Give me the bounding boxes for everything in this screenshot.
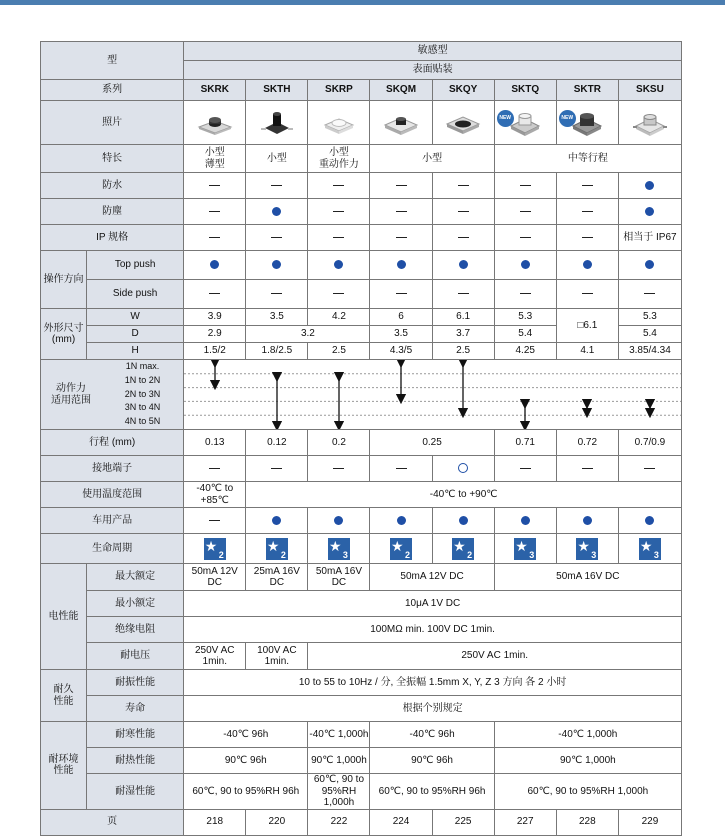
humid: 60℃, 90 to 95%RH 1,000h: [494, 774, 681, 810]
ip-sksu: 相当于 IP67: [618, 225, 681, 251]
series-name: SKTH: [246, 80, 308, 101]
heat: 90℃ 96h: [370, 748, 494, 774]
heat-label: 耐热性能: [87, 748, 184, 774]
d-value: 2.9: [184, 326, 246, 343]
no-mark: [184, 225, 246, 251]
w-value: 5.3: [618, 309, 681, 326]
stroke-value: 0.12: [246, 430, 308, 456]
no-mark: [184, 199, 246, 225]
cold: -40℃ 1,000h: [308, 722, 370, 748]
lifecycle-label: 生命周期: [41, 534, 184, 564]
product-photo-skth: [246, 101, 308, 145]
h-value: 3.85/4.34: [618, 343, 681, 360]
life: 根据个别规定: [184, 696, 682, 722]
yes-dot: [370, 251, 432, 280]
no-mark: [184, 508, 246, 534]
yes-dot: [246, 508, 308, 534]
category-sensitive: 敏感型: [184, 42, 682, 61]
top-push-label: Top push: [87, 251, 184, 280]
voltage: 100V AC 1min.: [246, 643, 308, 670]
no-mark: [494, 225, 556, 251]
ground-label: 接地端子: [41, 456, 184, 482]
no-mark: [308, 199, 370, 225]
cold: -40℃ 96h: [184, 722, 308, 748]
lifecycle-icon: ★ 2: [266, 537, 286, 560]
min-rating: 10μA 1V DC: [184, 591, 682, 617]
force-level: 1N max.: [125, 361, 160, 371]
heat: 90℃ 1,000h: [494, 748, 681, 774]
lifecycle-cell: [494, 534, 556, 564]
page-number[interactable]: 222: [308, 809, 370, 835]
force-level: 1N to 2N: [124, 374, 161, 385]
lifecycle-cell: [184, 534, 246, 564]
yes-dot: [246, 199, 308, 225]
stroke-value: 0.7/0.9: [618, 430, 681, 456]
series-name: SKRP: [308, 80, 370, 101]
d-value: 5.4: [494, 326, 556, 343]
no-mark: [556, 456, 618, 482]
yes-dot: [432, 251, 494, 280]
no-mark: [246, 173, 308, 199]
no-mark: [618, 280, 681, 309]
heat: 90℃ 96h: [184, 748, 308, 774]
h-value: 2.5: [308, 343, 370, 360]
lifecycle-icon: ★ 2: [453, 537, 473, 560]
features-label: 特长: [41, 145, 184, 173]
product-photo-sktq: [494, 101, 556, 145]
voltage: 250V AC 1min.: [308, 643, 682, 670]
temp-others: -40℃ to +90℃: [246, 482, 682, 508]
product-photo-sktr: [556, 101, 618, 145]
voltage: 250V AC 1min.: [184, 643, 246, 670]
feature-skth: 小型: [246, 145, 308, 173]
force-range-chart: [184, 360, 682, 430]
no-mark: [494, 280, 556, 309]
temp-label: 使用温度范围: [41, 482, 184, 508]
yes-dot: [618, 508, 681, 534]
w-value-sktr: □6.1: [556, 309, 618, 343]
new-badge: NEW: [497, 110, 514, 127]
max-rating: 50mA 16V DC: [494, 564, 681, 591]
no-mark: [370, 173, 432, 199]
lifecycle-cell: [432, 534, 494, 564]
max-rating: 50mA 12V DC: [184, 564, 246, 591]
no-mark: [246, 280, 308, 309]
yes-dot: [556, 251, 618, 280]
page-number[interactable]: 227: [494, 809, 556, 835]
product-photo-skqm: [370, 101, 432, 145]
no-mark: [618, 456, 681, 482]
lifecycle-icon: ★ 3: [328, 537, 348, 560]
w-value: 3.5: [246, 309, 308, 326]
stroke-value: 0.72: [556, 430, 618, 456]
w-value: 3.9: [184, 309, 246, 326]
feature-skrp: 小型 重动作力: [308, 145, 370, 173]
product-photo-skrp: [308, 101, 370, 145]
no-mark: [246, 225, 308, 251]
page-number[interactable]: 220: [246, 809, 308, 835]
temp-skrk: -40℃ to +85℃: [184, 482, 246, 508]
stroke-value: 0.71: [494, 430, 556, 456]
no-mark: [308, 173, 370, 199]
series-name: SKTQ: [494, 80, 556, 101]
yes-dot: [494, 508, 556, 534]
feature-small: 小型: [370, 145, 494, 173]
d-value: 3.5: [370, 326, 432, 343]
w-value: 5.3: [494, 309, 556, 326]
insulation-label: 绝缘电阻: [87, 617, 184, 643]
no-mark: [432, 225, 494, 251]
vibration-label: 耐振性能: [87, 670, 184, 696]
dustproof-label: 防塵: [41, 199, 184, 225]
lifecycle-icon: ★ 3: [577, 537, 597, 560]
yes-dot: [556, 508, 618, 534]
ip-label: IP 规格: [41, 225, 184, 251]
page-number[interactable]: 225: [432, 809, 494, 835]
force-range-label: 动作力 适用范围 1N max. 1N to 2N 2N to 3N 3N to 4N 4N to 5N: [41, 360, 184, 430]
yes-dot: [494, 251, 556, 280]
top-accent-bar: [0, 0, 725, 5]
no-mark: [308, 280, 370, 309]
dims-label: 外形尺寸 (mm): [41, 309, 87, 360]
page-number[interactable]: 218: [184, 809, 246, 835]
h-value: 4.25: [494, 343, 556, 360]
cold-label: 耐寒性能: [87, 722, 184, 748]
dim-h-label: H: [87, 343, 184, 360]
no-mark: [432, 199, 494, 225]
no-mark: [246, 456, 308, 482]
yes-dot: [618, 199, 681, 225]
force-level: 2N to 3N: [124, 388, 161, 399]
series-name: SKSU: [618, 80, 681, 101]
max-rating-label: 最大额定: [87, 564, 184, 591]
series-name: SKQM: [370, 80, 432, 101]
humid: 60℃, 90 to 95%RH 1,000h: [308, 774, 370, 810]
no-mark: [184, 280, 246, 309]
no-mark: [556, 280, 618, 309]
new-badge: NEW: [559, 110, 576, 127]
lifecycle-cell: [370, 534, 432, 564]
stroke-value: 0.25: [370, 430, 494, 456]
yes-dot: [370, 508, 432, 534]
no-mark: [432, 280, 494, 309]
yes-dot: [618, 173, 681, 199]
electrical-label: 电性能: [41, 564, 87, 670]
side-push-label: Side push: [87, 280, 184, 309]
auto-label: 车用产品: [41, 508, 184, 534]
force-level: 4N to 5N: [124, 416, 161, 427]
no-mark: [370, 199, 432, 225]
humid-label: 耐湿性能: [87, 774, 184, 810]
humid: 60℃, 90 to 95%RH 96h: [370, 774, 494, 810]
no-mark: [494, 199, 556, 225]
env-label: 耐环境 性能: [41, 722, 87, 810]
lifecycle-cell: [618, 534, 681, 564]
feature-skrk: 小型 薄型: [184, 145, 246, 173]
product-photo-skrk: [184, 101, 246, 145]
series-label: 系列: [41, 80, 184, 101]
durability-label: 耐久 性能: [41, 670, 87, 722]
voltage-label: 耐电压: [87, 643, 184, 670]
max-rating: 25mA 16V DC: [246, 564, 308, 591]
insulation: 100MΩ min. 100V DC 1min.: [184, 617, 682, 643]
lifecycle-icon: ★ 3: [639, 537, 659, 560]
yes-dot: [308, 508, 370, 534]
yes-dot: [308, 251, 370, 280]
dim-w-label: W: [87, 309, 184, 326]
yes-dot: [184, 251, 246, 280]
direction-label: 操作方向: [41, 251, 87, 309]
option-circle: [432, 456, 494, 482]
force-level: 3N to 4N: [124, 402, 161, 413]
min-rating-label: 最小额定: [87, 591, 184, 617]
category-smd: 表面贴装: [184, 61, 682, 80]
d-value: 3.7: [432, 326, 494, 343]
page-number[interactable]: 224: [370, 809, 432, 835]
d-value: 3.2: [246, 326, 370, 343]
series-name: SKQY: [432, 80, 494, 101]
h-value: 4.3/5: [370, 343, 432, 360]
type-label: 型: [41, 42, 184, 80]
no-mark: [556, 225, 618, 251]
stroke-value: 0.13: [184, 430, 246, 456]
no-mark: [370, 280, 432, 309]
no-mark: [432, 173, 494, 199]
h-value: 1.8/2.5: [246, 343, 308, 360]
no-mark: [370, 456, 432, 482]
dim-d-label: D: [87, 326, 184, 343]
no-mark: [556, 173, 618, 199]
no-mark: [308, 456, 370, 482]
product-photo-sksu: [618, 101, 681, 145]
yes-dot: [618, 251, 681, 280]
w-value: 6.1: [432, 309, 494, 326]
no-mark: [494, 456, 556, 482]
page-number[interactable]: 229: [618, 809, 681, 835]
max-rating: 50mA 12V DC: [370, 564, 494, 591]
no-mark: [184, 173, 246, 199]
yes-dot: [246, 251, 308, 280]
vibration: 10 to 55 to 10Hz / 分, 全振幅 1.5mm X, Y, Z 3 方向 各 2 小时: [184, 670, 682, 696]
lifecycle-cell: [308, 534, 370, 564]
h-value: 2.5: [432, 343, 494, 360]
cold: -40℃ 96h: [370, 722, 494, 748]
series-name: SKTR: [556, 80, 618, 101]
no-mark: [308, 225, 370, 251]
lifecycle-icon: ★ 3: [515, 537, 535, 560]
page-number[interactable]: 228: [556, 809, 618, 835]
d-value: 5.4: [618, 326, 681, 343]
feature-mid-stroke: 中等行程: [494, 145, 681, 173]
product-photo-skqy: [432, 101, 494, 145]
w-value: 6: [370, 309, 432, 326]
h-value: 4.1: [556, 343, 618, 360]
lifecycle-icon: ★ 2: [391, 537, 411, 560]
lifecycle-icon: ★ 2: [204, 537, 224, 560]
heat: 90℃ 1,000h: [308, 748, 370, 774]
stroke-label: 行程 (mm): [41, 430, 184, 456]
life-label: 寿命: [87, 696, 184, 722]
max-rating: 50mA 16V DC: [308, 564, 370, 591]
w-value: 4.2: [308, 309, 370, 326]
no-mark: [556, 199, 618, 225]
no-mark: [494, 173, 556, 199]
stroke-value: 0.2: [308, 430, 370, 456]
yes-dot: [432, 508, 494, 534]
lifecycle-cell: [246, 534, 308, 564]
waterproof-label: 防水: [41, 173, 184, 199]
no-mark: [184, 456, 246, 482]
spec-table: [40, 41, 682, 836]
page-label: 页: [41, 809, 184, 835]
cold: -40℃ 1,000h: [494, 722, 681, 748]
h-value: 1.5/2: [184, 343, 246, 360]
lifecycle-cell: [556, 534, 618, 564]
humid: 60℃, 90 to 95%RH 96h: [184, 774, 308, 810]
no-mark: [370, 225, 432, 251]
series-name: SKRK: [184, 80, 246, 101]
photo-label: 照片: [41, 101, 184, 145]
